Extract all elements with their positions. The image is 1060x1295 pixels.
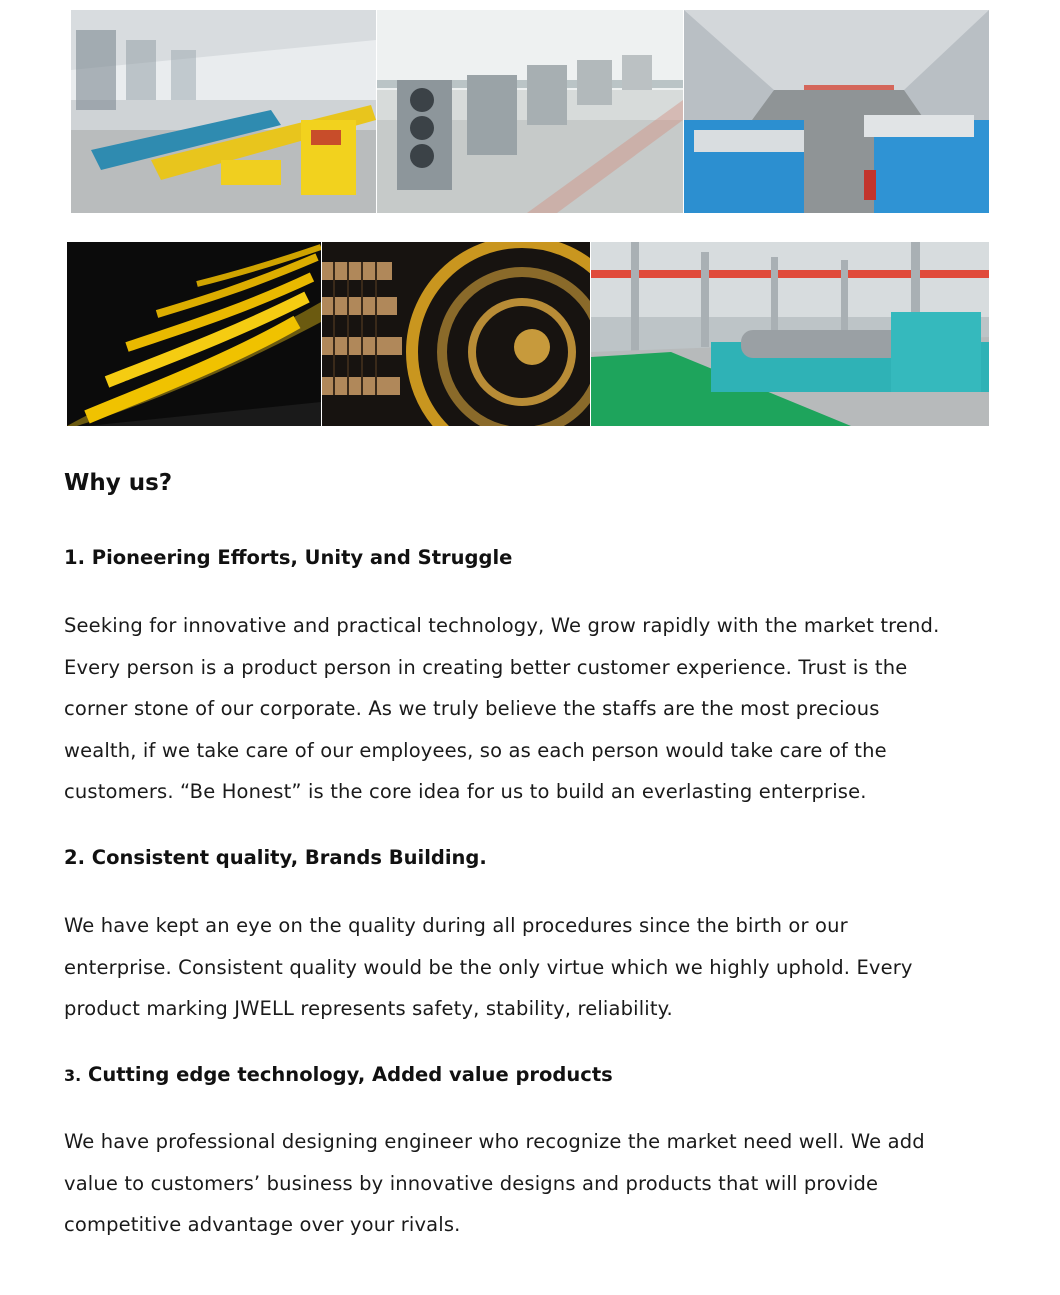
section-2-title	[64, 846, 487, 869]
photo-screw-barrel-stack-closeup	[322, 242, 590, 426]
paragraph-line: competitive advantage over your rivals.	[64, 1213, 461, 1237]
photo-large-pipe-extrusion-hall	[684, 10, 989, 213]
section-1-heading: Pioneering Efforts, Unity and Struggle	[91, 546, 513, 569]
section-3-title	[64, 1063, 613, 1086]
section-2-number: 2.	[64, 846, 85, 869]
paragraph-line: We have kept an eye on the quality during all procedures since the birth or our	[64, 914, 848, 937]
section-1-title	[64, 546, 512, 569]
section-1-number: 1.	[64, 546, 85, 569]
section-2-paragraph	[64, 905, 1024, 1030]
paragraph-line: value to customers’ business by innovative designs and products that will provide	[64, 1171, 879, 1195]
paragraph-line: We have professional designing engineer who recognize the market need well. We add	[64, 1130, 925, 1153]
paragraph-line: product marking JWELL represents safety, stability, reliability.	[64, 997, 673, 1021]
paragraph-line: corner stone of our corporate. As we truly believe the staffs are the most precious	[64, 697, 880, 721]
photo-cnc-machining-hall	[591, 242, 989, 426]
paragraph-line: Seeking for innovative and practical technology, We grow rapidly with the market trend.	[64, 614, 940, 637]
photo-pipe-extrusion-workshop	[71, 10, 376, 213]
paragraph-line: customers. “Be Honest” is the core idea for us to build an everlasting enterprise.	[64, 780, 867, 804]
section-3-number: 3.	[64, 1066, 82, 1085]
photo-sheet-calender-rolls-workshop	[377, 10, 683, 213]
page-title: Why us?	[64, 470, 173, 496]
section-1-paragraph	[64, 605, 1024, 813]
paragraph-line: Every person is a product person in creating better customer experience. Trust is the	[64, 655, 908, 679]
photo-yellow-screw-flights-closeup	[67, 242, 321, 426]
section-2-heading: Consistent quality, Brands Building.	[91, 846, 487, 869]
paragraph-line: enterprise. Consistent quality would be the only virtue which we highly uphold. Every	[64, 955, 913, 979]
section-3-heading: Cutting edge technology, Added value products	[88, 1063, 613, 1086]
section-3-paragraph	[64, 1121, 1024, 1246]
paragraph-line: wealth, if we take care of our employees, so as each person would take care of the	[64, 738, 887, 762]
